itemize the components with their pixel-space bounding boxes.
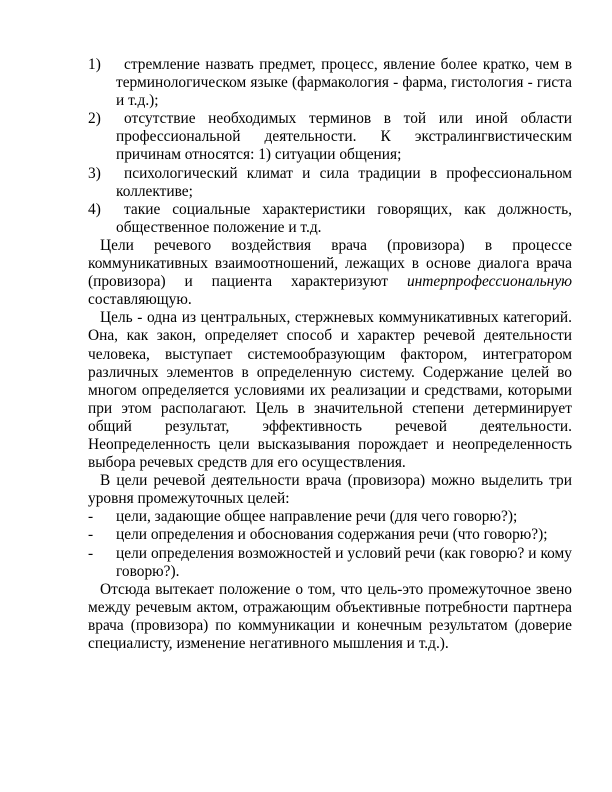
list-item-text: цели определения и обоснования содержания речи (что говорю?);	[116, 526, 548, 544]
paragraph-goal-levels: В цели речевой деятельности врача (провизора) можно выделить три уровня промежуточных целей:	[88, 472, 572, 508]
list-item-text: цели определения возможностей и условий речи (как говорю? и кому говорю?).	[116, 544, 572, 580]
list-item-text: отсутствие необходимых терминов в той или иной области профессиональной деятельности. К экстралингвистическим причинам относятся: 1) ситуации общения;	[116, 110, 572, 164]
list-item	[88, 165, 572, 201]
list-marker: -	[88, 544, 94, 562]
list-marker: 2)	[88, 110, 101, 128]
list-item-text: такие социальные характеристики говорящих, как должность, общественное положение и т.д.	[116, 200, 572, 236]
italic-term: интерпрофессиональную	[406, 273, 572, 291]
list-marker: 1)	[88, 56, 101, 73]
list-item	[88, 545, 572, 581]
paragraph-text: Цели речевого воздействия врача (провизора) в процессе коммуникативных взаимоотношений, лежащих в основе диалога врача (провизора) и пациента характеризуют	[88, 236, 572, 291]
list-marker: 4)	[88, 200, 101, 218]
paragraph-conclusion: Отсюда вытекает положение о том, что цель-это промежуточное звено между речевым актом, отражающим объективные потребности партнера врача (провизора) по коммуникации и конечным результатом (доверие специалисту, изменение негативного мышления и т.д.).	[88, 580, 572, 652]
dash-list	[88, 508, 572, 580]
list-item	[88, 110, 572, 164]
list-item-text: цели, задающие общее направление речи (для чего говорю?);	[116, 508, 518, 526]
paragraph-goal-definition: Цель - одна из центральных, стержневых коммуникативных категорий. Она, как закон, определяет способ и характер речевой деятельности человека, выступает системообразующим фактором, интегратором различных элементов в определенную систему. Содержание целей во многом определяется условиями их реализации и средствами, которыми при этом располагают. Цель в значительной степени детерминирует общий результат, эффективность речевой деятельности. Неопределенность цели высказывания порождает и неопределенность выбора речевых средств для его осуществления.	[88, 309, 572, 472]
numbered-list	[88, 56, 572, 237]
list-marker: -	[88, 526, 94, 544]
list-item-text: психологический климат и сила традиции в профессиональном коллективе;	[116, 164, 572, 200]
list-item	[88, 56, 572, 110]
list-item	[88, 201, 572, 237]
list-marker: -	[88, 508, 94, 526]
paragraph-text-end: составляющую.	[88, 291, 192, 309]
list-item-text: стремление назвать предмет, процесс, явление более кратко, чем в терминологическом языке (фармакология - фарма, гистология - гиста и т.д.);	[116, 56, 572, 110]
list-item	[88, 526, 572, 544]
list-marker: 3)	[88, 164, 101, 182]
paragraph-goals	[88, 237, 572, 309]
list-item	[88, 508, 572, 526]
